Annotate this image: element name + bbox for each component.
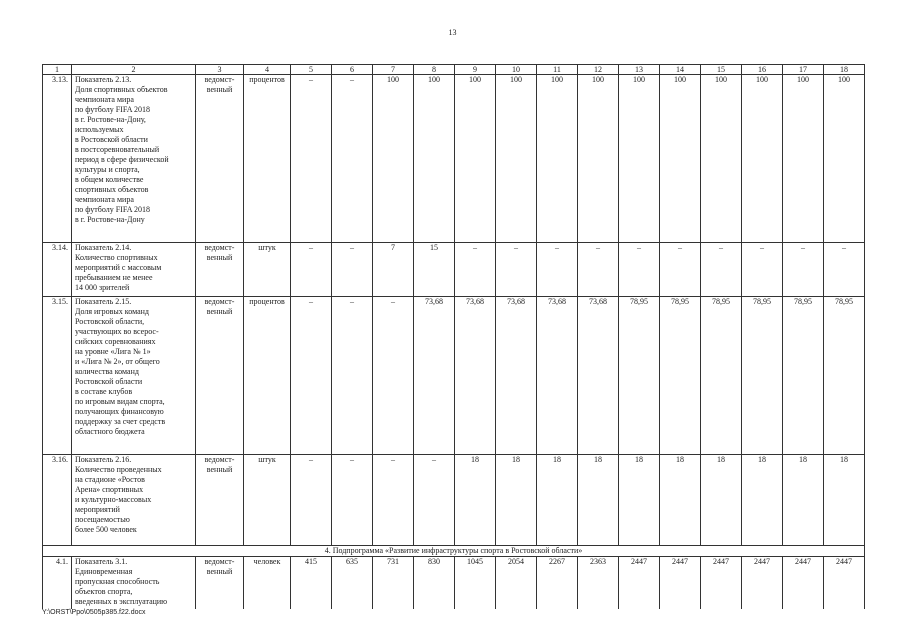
unit: штук	[244, 455, 291, 546]
value-cell: 15	[414, 243, 455, 297]
value-cell: –	[578, 243, 619, 297]
table-header-row	[43, 65, 865, 75]
indicator-name: Показатель 2.16. Количество проведенных на стадионе «Ростов Арена» спортивных и культурно-массовых мероприятий посещаемостью более 500 человек	[72, 455, 196, 546]
table-row	[43, 455, 865, 546]
value-cell: 18	[824, 455, 865, 546]
value-cell: –	[373, 297, 414, 455]
value-cell: 1045	[455, 557, 496, 610]
row-number: 3.13.	[43, 75, 72, 243]
value-cell: 100	[496, 75, 537, 243]
indicators-table	[42, 64, 865, 609]
table-row	[43, 297, 865, 455]
value-cell: 2054	[496, 557, 537, 610]
value-cell: 73,68	[414, 297, 455, 455]
unit: штук	[244, 243, 291, 297]
header-cell: 3	[196, 65, 244, 75]
header-cell: 18	[824, 65, 865, 75]
value-cell: 2447	[619, 557, 660, 610]
indicator-type: ведомст- венный	[196, 243, 244, 297]
value-cell: 78,95	[701, 297, 742, 455]
header-cell: 5	[291, 65, 332, 75]
value-cell: –	[783, 243, 824, 297]
value-cell: 731	[373, 557, 414, 610]
header-cell: 11	[537, 65, 578, 75]
value-cell: 100	[660, 75, 701, 243]
value-cell: –	[291, 75, 332, 243]
value-cell: –	[660, 243, 701, 297]
indicator-name: Показатель 2.15. Доля игровых команд Ростовской области, участвующих во всерос- сийских соревнованиях на уровне «Лига № 1» и «Лига № 2», от общего количества команд Ростовской области в составе клубов по игровым видам спорта, получающих финансовую поддержку за счет средств областного бюджета	[72, 297, 196, 455]
header-cell: 17	[783, 65, 824, 75]
row-number: 3.16.	[43, 455, 72, 546]
value-cell: –	[291, 455, 332, 546]
value-cell: 100	[414, 75, 455, 243]
unit: процентов	[244, 297, 291, 455]
row-number: 3.15.	[43, 297, 72, 455]
value-cell: –	[701, 243, 742, 297]
value-cell: 830	[414, 557, 455, 610]
value-cell: –	[742, 243, 783, 297]
value-cell: 635	[332, 557, 373, 610]
value-cell: 100	[373, 75, 414, 243]
value-cell: 18	[455, 455, 496, 546]
value-cell: 100	[537, 75, 578, 243]
value-cell: 100	[742, 75, 783, 243]
indicator-name: Показатель 3.1. Единовременная пропускная способность объектов спорта, введенных в эксплуатацию	[72, 557, 196, 610]
table-row	[43, 243, 865, 297]
value-cell: –	[332, 297, 373, 455]
value-cell: 78,95	[742, 297, 783, 455]
value-cell: –	[332, 455, 373, 546]
value-cell: 78,95	[824, 297, 865, 455]
value-cell: 2447	[824, 557, 865, 610]
value-cell: 18	[578, 455, 619, 546]
value-cell: –	[291, 243, 332, 297]
value-cell: 2267	[537, 557, 578, 610]
value-cell: 2447	[660, 557, 701, 610]
header-cell: 7	[373, 65, 414, 75]
header-cell: 6	[332, 65, 373, 75]
value-cell: 78,95	[619, 297, 660, 455]
value-cell: –	[496, 243, 537, 297]
header-cell: 9	[455, 65, 496, 75]
header-cell: 4	[244, 65, 291, 75]
header-cell: 10	[496, 65, 537, 75]
value-cell: 100	[455, 75, 496, 243]
value-cell: –	[414, 455, 455, 546]
value-cell: 18	[619, 455, 660, 546]
unit: процентов	[244, 75, 291, 243]
value-cell: 18	[660, 455, 701, 546]
value-cell: 18	[783, 455, 824, 546]
indicator-type: ведомст- венный	[196, 297, 244, 455]
section-title: 4. Подпрограмма «Развитие инфраструктуры спорта в Ростовской области»	[43, 546, 865, 557]
value-cell: 2363	[578, 557, 619, 610]
value-cell: –	[455, 243, 496, 297]
value-cell: 2447	[783, 557, 824, 610]
indicator-name: Показатель 2.14. Количество спортивных мероприятий с массовым пребыванием не менее 14 000 зрителей	[72, 243, 196, 297]
value-cell: –	[619, 243, 660, 297]
header-cell: 2	[72, 65, 196, 75]
value-cell: 415	[291, 557, 332, 610]
page-number: 13	[448, 28, 457, 37]
value-cell: –	[373, 455, 414, 546]
header-cell: 13	[619, 65, 660, 75]
indicator-type: ведомст- венный	[196, 75, 244, 243]
section-row	[43, 546, 865, 557]
value-cell: 7	[373, 243, 414, 297]
value-cell: 18	[742, 455, 783, 546]
value-cell: 73,68	[455, 297, 496, 455]
value-cell: 73,68	[496, 297, 537, 455]
indicator-type: ведомст- венный	[196, 455, 244, 546]
value-cell: 100	[824, 75, 865, 243]
header-cell: 15	[701, 65, 742, 75]
value-cell: 78,95	[660, 297, 701, 455]
value-cell: –	[332, 243, 373, 297]
header-cell: 16	[742, 65, 783, 75]
value-cell: 100	[701, 75, 742, 243]
value-cell: 78,95	[783, 297, 824, 455]
value-cell: 100	[578, 75, 619, 243]
indicator-type: ведомст- венный	[196, 557, 244, 610]
value-cell: –	[824, 243, 865, 297]
file-path-footer: Y:\ORST\Ppo\0505p385.f22.docx	[42, 609, 146, 616]
header-cell: 14	[660, 65, 701, 75]
value-cell: 18	[537, 455, 578, 546]
value-cell: 73,68	[537, 297, 578, 455]
row-number: 3.14.	[43, 243, 72, 297]
value-cell: –	[332, 75, 373, 243]
row-number: 4.1.	[43, 557, 72, 610]
header-cell: 12	[578, 65, 619, 75]
value-cell: 2447	[701, 557, 742, 610]
value-cell: 18	[701, 455, 742, 546]
unit: человек	[244, 557, 291, 610]
value-cell: 18	[496, 455, 537, 546]
header-cell: 8	[414, 65, 455, 75]
table-row	[43, 557, 865, 610]
indicator-name: Показатель 2.13. Доля спортивных объектов чемпионата мира по футболу FIFA 2018 в г. Ростове-на-Дону, используемых в Ростовской области в постсоревновательный период в сфере физической культуры и спорта, в общем количестве спортивных объектов чемпионата мира по футболу FIFA 2018 в г. Ростове-на-Дону	[72, 75, 196, 243]
value-cell: –	[537, 243, 578, 297]
value-cell: 73,68	[578, 297, 619, 455]
value-cell: –	[291, 297, 332, 455]
value-cell: 100	[783, 75, 824, 243]
header-cell: 1	[43, 65, 72, 75]
value-cell: 2447	[742, 557, 783, 610]
table-row	[43, 75, 865, 243]
value-cell: 100	[619, 75, 660, 243]
